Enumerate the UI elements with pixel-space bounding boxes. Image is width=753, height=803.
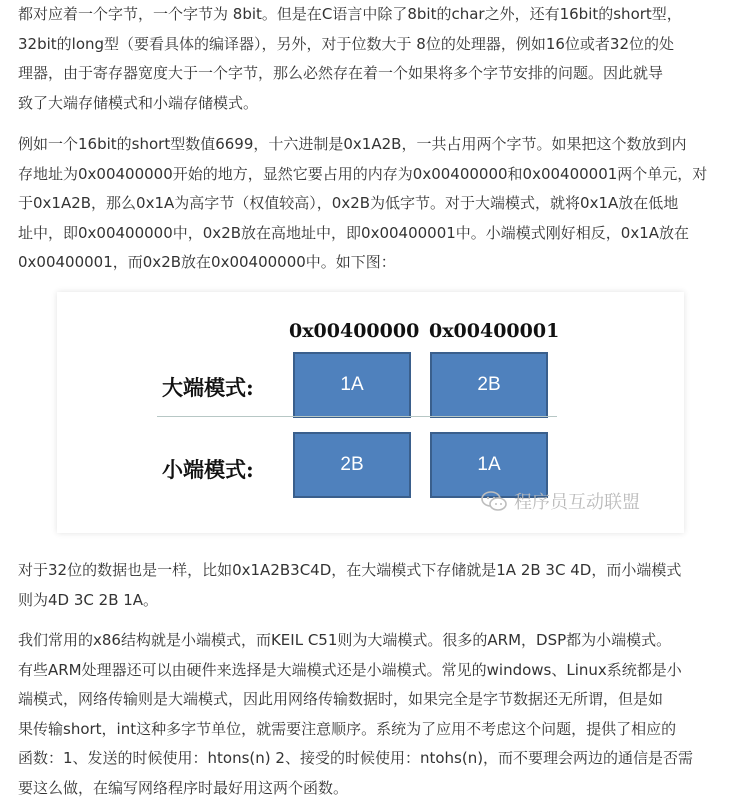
watermark-text: 程序员互动联盟 <box>514 488 640 514</box>
text-line: 32bit的long型（要看具体的编译器），另外，对于位数大于 8位的处理器，例如16位或者32位的处 <box>18 30 730 60</box>
text-line: 例如一个16bit的short型数值6699，十六进制是0x1A2B，一共占用两个字节。如果把这个数放到内 <box>18 130 730 160</box>
address-label-high: 0x00400001 <box>429 320 559 342</box>
text-line: 对于32位的数据也是一样，比如0x1A2B3C4D，在大端模式下存储就是1A 2B 3C 4D，而小端模式 <box>18 556 730 586</box>
little-endian-byte-low-address: 2B <box>293 432 411 498</box>
divider <box>157 416 557 417</box>
text-line: 致了大端存储模式和小端存储模式。 <box>18 89 730 119</box>
wechat-icon <box>480 490 508 512</box>
text-line: 存地址为0x00400000开始的地方，显然它要占用的内存为0x00400000和0x00400001两个单元，对 <box>18 160 730 190</box>
text-line: 址中，即0x00400000中，0x2B放在高地址中，即0x00400001中。小端模式刚好相反，0x1A放在 <box>18 219 730 249</box>
watermark <box>480 488 640 514</box>
paragraph-32bit <box>18 556 730 615</box>
little-endian-byte-high-address: 1A <box>430 432 548 498</box>
big-endian-byte-high-address: 2B <box>430 352 548 418</box>
text-line: 有些ARM处理器还可以由硬件来选择是大端模式还是小端模式。常见的windows、Linux系统都是小 <box>18 656 730 686</box>
text-line: 我们常用的x86结构就是小端模式，而KEIL C51则为大端模式。很多的ARM，DSP都为小端模式。 <box>18 626 730 656</box>
text-line: 都对应着一个字节，一个字节为 8bit。但是在C语言中除了8bit的char之外，还有16bit的short型， <box>18 0 730 30</box>
text-line: 0x00400001，而0x2B放在0x00400000中。如下图： <box>18 248 730 278</box>
paragraph-byte-intro <box>18 0 730 118</box>
text-line: 果传输short，int这种多字节单位，就需要注意顺序。系统为了应用不考虑这个问题，提供了相应的 <box>18 715 730 745</box>
text-line: 则为4D 3C 2B 1A。 <box>18 586 730 616</box>
little-endian-label: 小端模式: <box>162 454 254 484</box>
address-label-low: 0x00400000 <box>289 320 419 342</box>
paragraph-platforms <box>18 626 730 803</box>
text-line: 端模式，网络传输则是大端模式，因此用网络传输数据时，如果完全是字节数据还无所谓，但是如 <box>18 685 730 715</box>
paragraph-example <box>18 130 730 278</box>
text-line: 函数：1、发送的时候使用：htons(n) 2、接受的时候使用：ntohs(n)，而不要理会两边的通信是否需 <box>18 744 730 774</box>
text-line: 理器，由于寄存器宽度大于一个字节，那么必然存在着一个如果将多个字节安排的问题。因此就导 <box>18 59 730 89</box>
text-line: 于0x1A2B，那么0x1A为高字节（权值较高），0x2B为低字节。对于大端模式，就将0x1A放在低地 <box>18 189 730 219</box>
endianness-diagram <box>57 292 684 533</box>
text-line: 要这么做，在编写网络程序时最好用这两个函数。 <box>18 774 730 803</box>
big-endian-label: 大端模式: <box>162 372 254 402</box>
big-endian-byte-low-address: 1A <box>293 352 411 418</box>
